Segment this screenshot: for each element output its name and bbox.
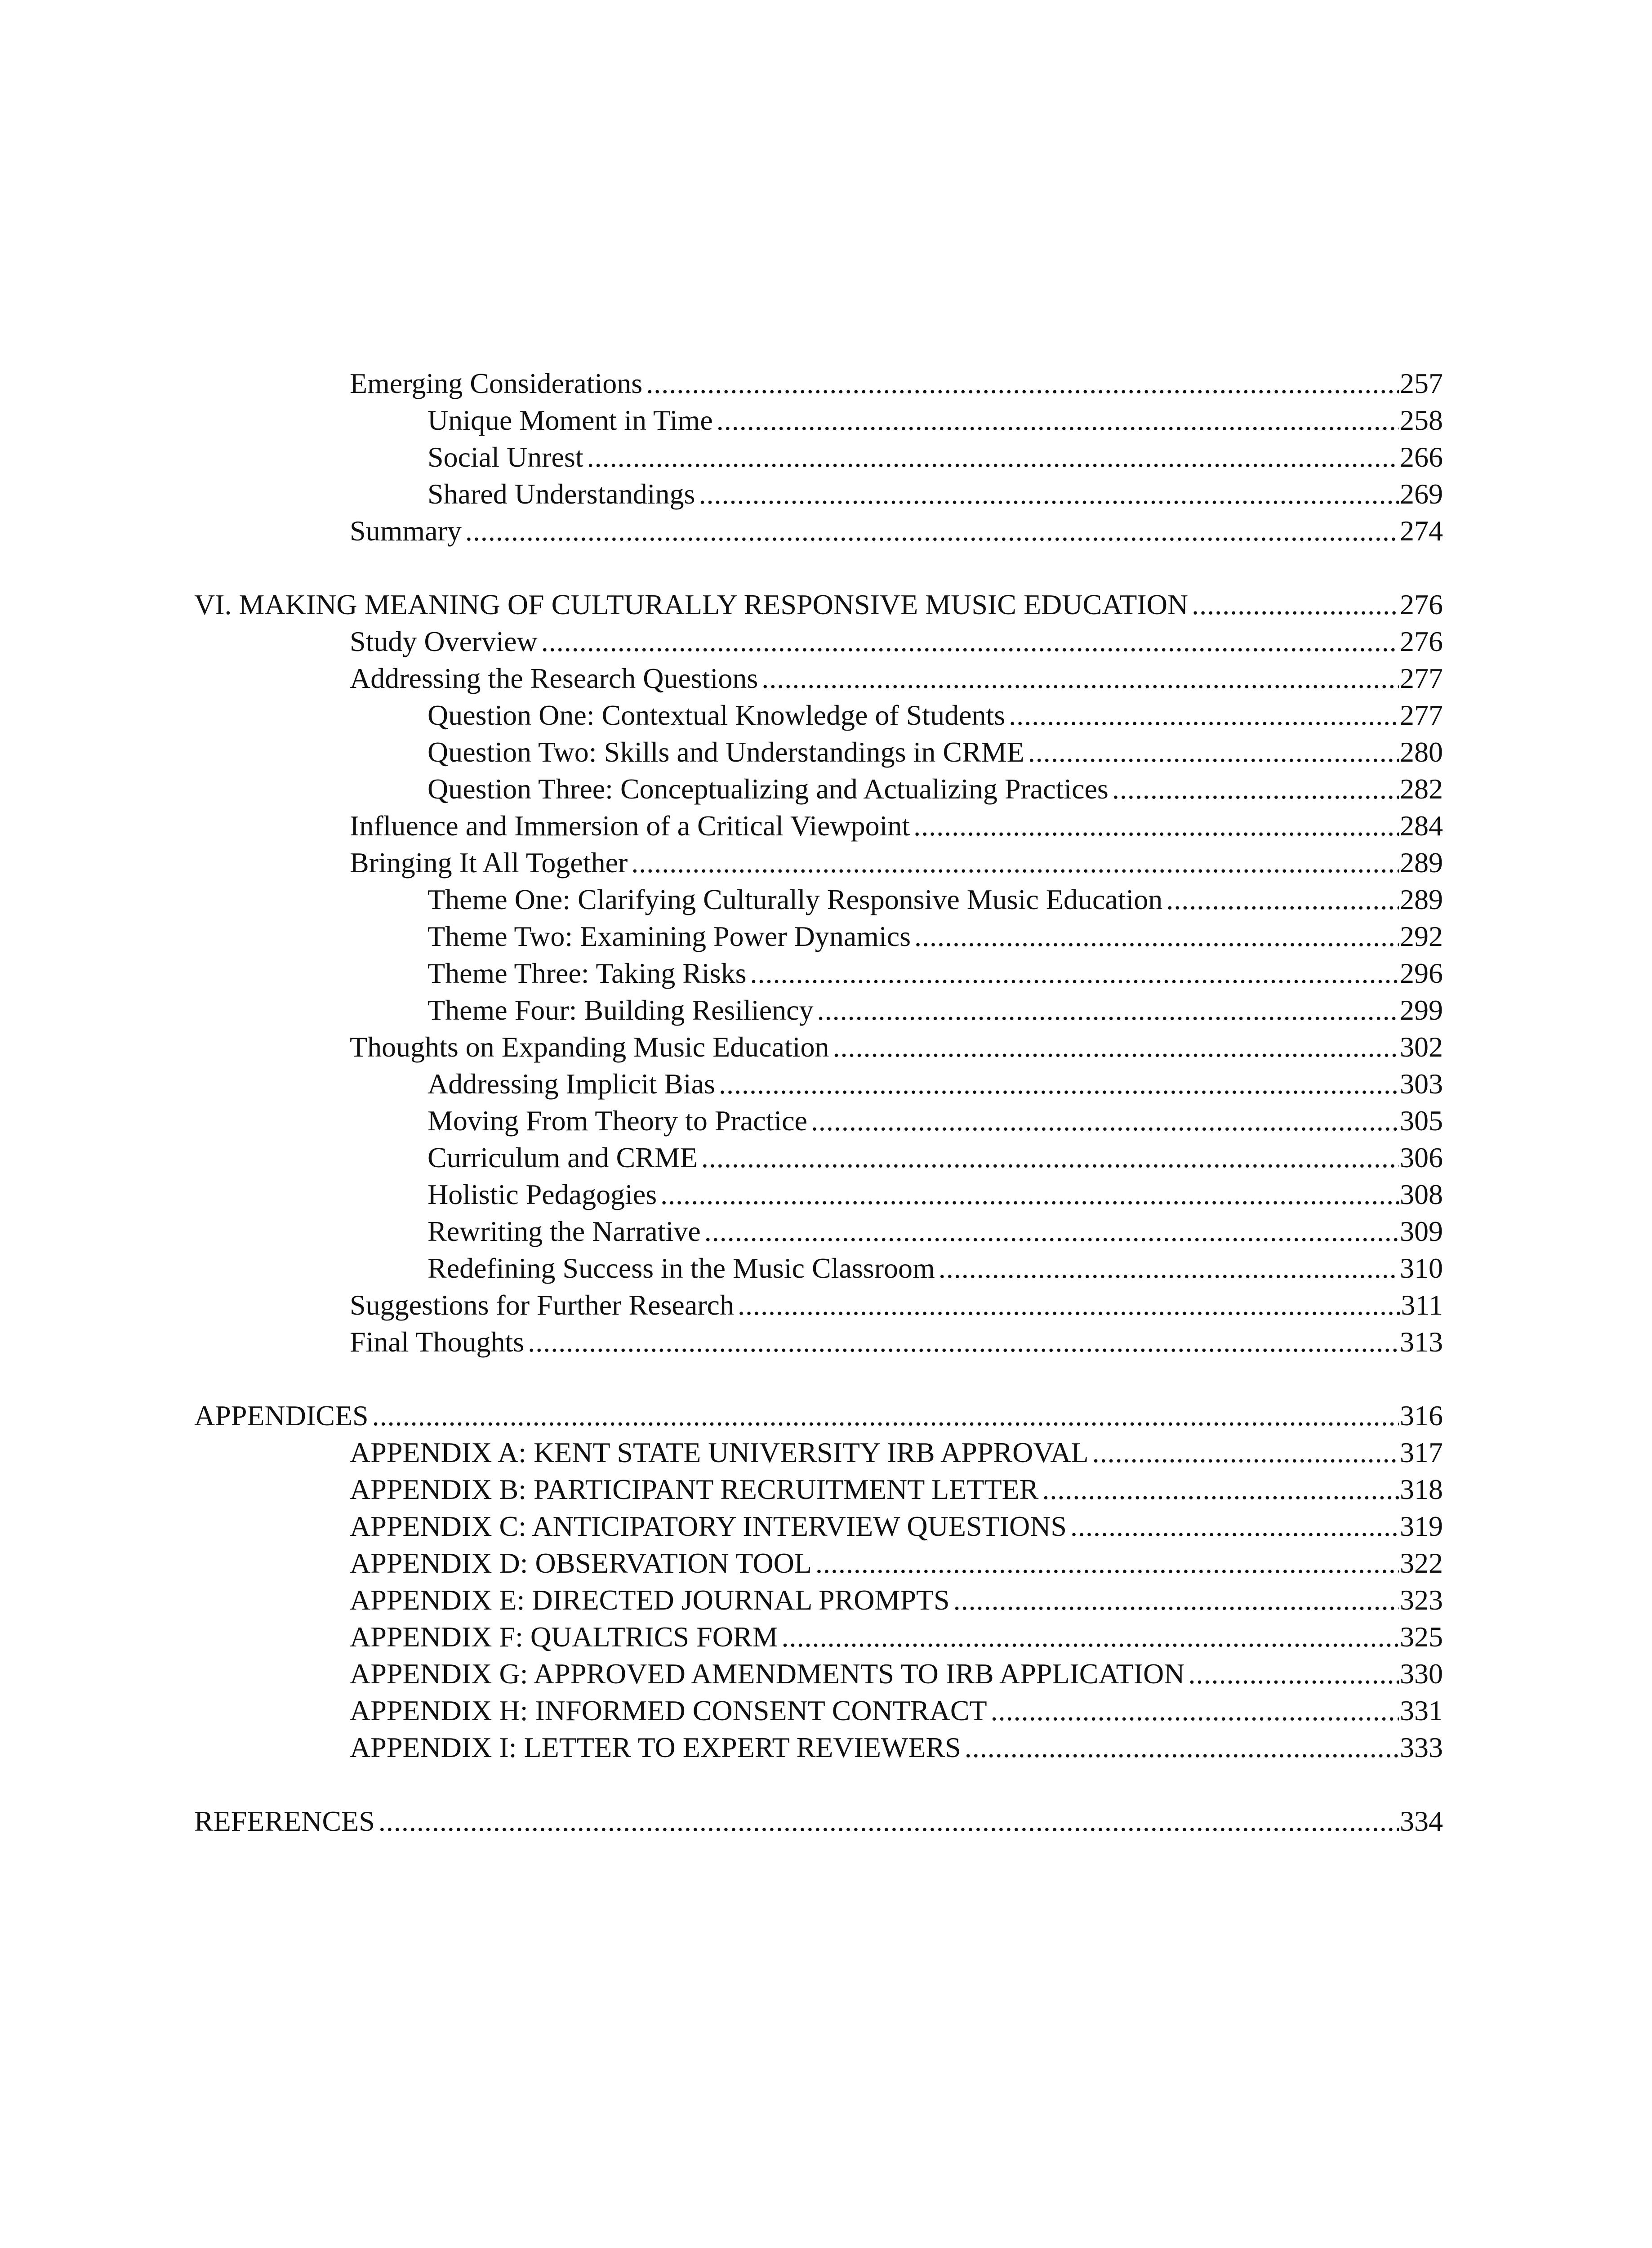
toc-entry xyxy=(427,1176,1443,1213)
toc-entry xyxy=(350,1324,1443,1360)
toc-entry-page-number: 305 xyxy=(1400,1105,1443,1137)
toc-entry-title: APPENDIX G: APPROVED AMENDMENTS TO IRB APPLICATION xyxy=(350,1658,1185,1690)
toc-entry-page-number: 277 xyxy=(1400,662,1443,694)
toc-entry-page-number: 323 xyxy=(1400,1584,1443,1616)
toc-dot-leader xyxy=(587,439,1399,476)
toc-entry-page-number: 276 xyxy=(1400,625,1443,657)
toc-entry xyxy=(350,623,1443,660)
toc-entry xyxy=(427,1250,1443,1287)
toc-dot-leader xyxy=(914,918,1399,955)
toc-entry-title: Question One: Contextual Knowledge of Students xyxy=(427,699,1006,731)
toc-entry-title: Final Thoughts xyxy=(350,1326,525,1358)
toc-entry-title: Question Two: Skills and Understandings in CRME xyxy=(427,736,1024,768)
toc-entry xyxy=(427,1066,1443,1102)
toc-dot-leader xyxy=(660,1176,1399,1213)
toc-entry-title: Question Three: Conceptualizing and Actualizing Practices xyxy=(427,773,1109,805)
toc-entry-title: Addressing the Research Questions xyxy=(350,662,758,694)
toc-dot-leader xyxy=(1112,771,1399,807)
toc-dot-leader xyxy=(541,623,1399,660)
toc-entry-title: Shared Understandings xyxy=(427,478,695,510)
toc-entry xyxy=(350,1619,1443,1655)
toc-entry xyxy=(427,918,1443,955)
toc-entry xyxy=(350,660,1443,697)
toc-entry-page-number: 282 xyxy=(1400,773,1443,805)
toc-entry-title: Holistic Pedagogies xyxy=(427,1178,657,1210)
toc-entry xyxy=(427,734,1443,771)
toc-entry xyxy=(350,1029,1443,1066)
toc-entry-title: Theme Three: Taking Risks xyxy=(427,957,747,989)
toc-entry xyxy=(350,807,1443,844)
toc-entry-title: APPENDICES xyxy=(194,1400,369,1432)
toc-entry-title: Summary xyxy=(350,515,462,547)
toc-entry-page-number: 296 xyxy=(1400,957,1443,989)
toc-dot-leader xyxy=(953,1582,1399,1619)
toc-entry-title: Influence and Immersion of a Critical Viewpoint xyxy=(350,810,910,842)
toc-entry-page-number: 316 xyxy=(1400,1400,1443,1432)
toc-dot-leader xyxy=(717,402,1399,439)
toc-entry-title: APPENDIX H: INFORMED CONSENT CONTRACT xyxy=(350,1695,987,1726)
toc-entry-page-number: 269 xyxy=(1400,478,1443,510)
toc-dot-leader xyxy=(1070,1508,1399,1545)
toc-dot-leader xyxy=(1192,586,1399,623)
toc-entry xyxy=(194,586,1443,623)
toc-dot-leader xyxy=(1166,881,1399,918)
toc-entry-title: Theme Two: Examining Power Dynamics xyxy=(427,920,911,952)
toc-dot-leader xyxy=(1042,1471,1399,1508)
toc-dot-leader xyxy=(704,1213,1399,1250)
toc-entry xyxy=(350,1434,1443,1471)
toc-entry xyxy=(427,881,1443,918)
toc-entry-page-number: 309 xyxy=(1400,1215,1443,1247)
toc-entry-title: Rewriting the Narrative xyxy=(427,1215,701,1247)
toc-dot-leader xyxy=(738,1287,1400,1324)
toc-entry-title: Suggestions for Further Research xyxy=(350,1289,734,1321)
toc-dot-leader xyxy=(1009,697,1399,734)
toc-dot-leader xyxy=(965,1729,1399,1766)
toc-entry xyxy=(427,439,1443,476)
toc-entry-title: APPENDIX I: LETTER TO EXPERT REVIEWERS xyxy=(350,1731,961,1763)
toc-entry xyxy=(350,1582,1443,1619)
toc-entry xyxy=(350,1655,1443,1692)
toc-entry-page-number: 302 xyxy=(1400,1031,1443,1063)
toc-entry-title: Social Unrest xyxy=(427,441,583,473)
toc-entry-title: Unique Moment in Time xyxy=(427,404,713,436)
toc-entry xyxy=(427,1102,1443,1139)
toc-entry-page-number: 310 xyxy=(1400,1252,1443,1284)
toc-entry-title: Study Overview xyxy=(350,625,538,657)
toc-entry xyxy=(427,476,1443,513)
toc-entry xyxy=(350,844,1443,881)
toc-dot-leader xyxy=(719,1066,1399,1102)
toc-entry-title: Addressing Implicit Bias xyxy=(427,1068,715,1100)
toc-entry-page-number: 289 xyxy=(1400,883,1443,915)
toc-entry xyxy=(350,365,1443,402)
toc-entry-page-number: 331 xyxy=(1400,1695,1443,1726)
toc-entry-page-number: 289 xyxy=(1400,847,1443,879)
toc-entry xyxy=(427,402,1443,439)
toc-entry-page-number: 318 xyxy=(1400,1473,1443,1505)
toc-entry-title: APPENDIX E: DIRECTED JOURNAL PROMPTS xyxy=(350,1584,950,1616)
toc-entry-page-number: 299 xyxy=(1400,994,1443,1026)
toc-entry-title: Theme One: Clarifying Culturally Responsive Music Education xyxy=(427,883,1163,915)
toc-entry-page-number: 257 xyxy=(1400,367,1443,399)
toc-entry-title: Bringing It All Together xyxy=(350,847,628,879)
toc-entry xyxy=(427,992,1443,1029)
toc-entry xyxy=(427,1139,1443,1176)
toc-entry xyxy=(194,1397,1443,1434)
toc-entry-page-number: 276 xyxy=(1400,589,1443,620)
toc-entry-page-number: 311 xyxy=(1401,1289,1443,1321)
toc-entry xyxy=(350,513,1443,549)
toc-entry-title: Theme Four: Building Resiliency xyxy=(427,994,814,1026)
toc-entry xyxy=(194,1803,1443,1840)
toc-entry xyxy=(350,1545,1443,1582)
toc-entry-title: Curriculum and CRME xyxy=(427,1142,698,1173)
toc-dot-leader xyxy=(811,1102,1399,1139)
toc-entry xyxy=(427,955,1443,992)
toc-entry-page-number: 258 xyxy=(1400,404,1443,436)
toc-entry-page-number: 306 xyxy=(1400,1142,1443,1173)
toc-entry-page-number: 319 xyxy=(1400,1510,1443,1542)
toc-dot-leader xyxy=(378,1803,1399,1840)
toc-entry-title: Moving From Theory to Practice xyxy=(427,1105,807,1137)
toc-entry-title: APPENDIX C: ANTICIPATORY INTERVIEW QUESTIONS xyxy=(350,1510,1067,1542)
toc-dot-leader xyxy=(991,1692,1399,1729)
toc-entry-page-number: 274 xyxy=(1400,515,1443,547)
toc-entry-page-number: 280 xyxy=(1400,736,1443,768)
toc-entry xyxy=(427,1213,1443,1250)
toc-entry-page-number: 277 xyxy=(1400,699,1443,731)
toc-dot-leader xyxy=(833,1029,1399,1066)
toc-entry-page-number: 292 xyxy=(1400,920,1443,952)
toc-dot-leader xyxy=(782,1619,1399,1655)
toc-entry-title: REFERENCES xyxy=(194,1805,375,1837)
toc-entry-title: APPENDIX D: OBSERVATION TOOL xyxy=(350,1547,812,1579)
toc-entry xyxy=(350,1287,1443,1324)
toc-dot-leader xyxy=(528,1324,1399,1360)
toc-entry xyxy=(350,1508,1443,1545)
toc-dot-leader xyxy=(465,513,1399,549)
toc-entry-page-number: 313 xyxy=(1400,1326,1443,1358)
toc-entry-page-number: 266 xyxy=(1400,441,1443,473)
toc-entry xyxy=(350,1729,1443,1766)
toc-entry-page-number: 322 xyxy=(1400,1547,1443,1579)
toc-entry-title: Emerging Considerations xyxy=(350,367,643,399)
toc-entry xyxy=(350,1692,1443,1729)
toc-entry-title: APPENDIX B: PARTICIPANT RECRUITMENT LETTER xyxy=(350,1473,1039,1505)
toc-entry-page-number: 317 xyxy=(1400,1436,1443,1468)
toc-dot-leader xyxy=(1188,1655,1399,1692)
toc-dot-leader xyxy=(913,807,1399,844)
toc-entry-page-number: 303 xyxy=(1400,1068,1443,1100)
toc-entry-title: APPENDIX A: KENT STATE UNIVERSITY IRB APPROVAL xyxy=(350,1436,1089,1468)
toc-dot-leader xyxy=(701,1139,1399,1176)
toc-entry-title: APPENDIX F: QUALTRICS FORM xyxy=(350,1621,778,1653)
toc-entry-page-number: 333 xyxy=(1400,1731,1443,1763)
toc-dot-leader xyxy=(817,992,1399,1029)
toc-entry-page-number: 330 xyxy=(1400,1658,1443,1690)
toc-dot-leader xyxy=(761,660,1399,697)
toc-dot-leader xyxy=(815,1545,1399,1582)
toc-dot-leader xyxy=(750,955,1399,992)
toc-entry-page-number: 325 xyxy=(1400,1621,1443,1653)
toc-entry-page-number: 334 xyxy=(1400,1805,1443,1837)
toc-dot-leader xyxy=(646,365,1399,402)
toc-entry xyxy=(427,697,1443,734)
toc-entry-title: Redefining Success in the Music Classroom xyxy=(427,1252,935,1284)
toc-entry-title: Thoughts on Expanding Music Education xyxy=(350,1031,829,1063)
toc-dot-leader xyxy=(1092,1434,1399,1471)
toc-dot-leader xyxy=(631,844,1399,881)
toc-dot-leader xyxy=(1028,734,1399,771)
toc-dot-leader xyxy=(699,476,1399,513)
toc-entry-page-number: 308 xyxy=(1400,1178,1443,1210)
toc-dot-leader xyxy=(372,1397,1399,1434)
toc-dot-leader xyxy=(939,1250,1399,1287)
toc-entry-page-number: 284 xyxy=(1400,810,1443,842)
toc-entry-title: VI. MAKING MEANING OF CULTURALLY RESPONSIVE MUSIC EDUCATION xyxy=(194,589,1189,620)
toc-entry xyxy=(350,1471,1443,1508)
toc-entry xyxy=(427,771,1443,807)
